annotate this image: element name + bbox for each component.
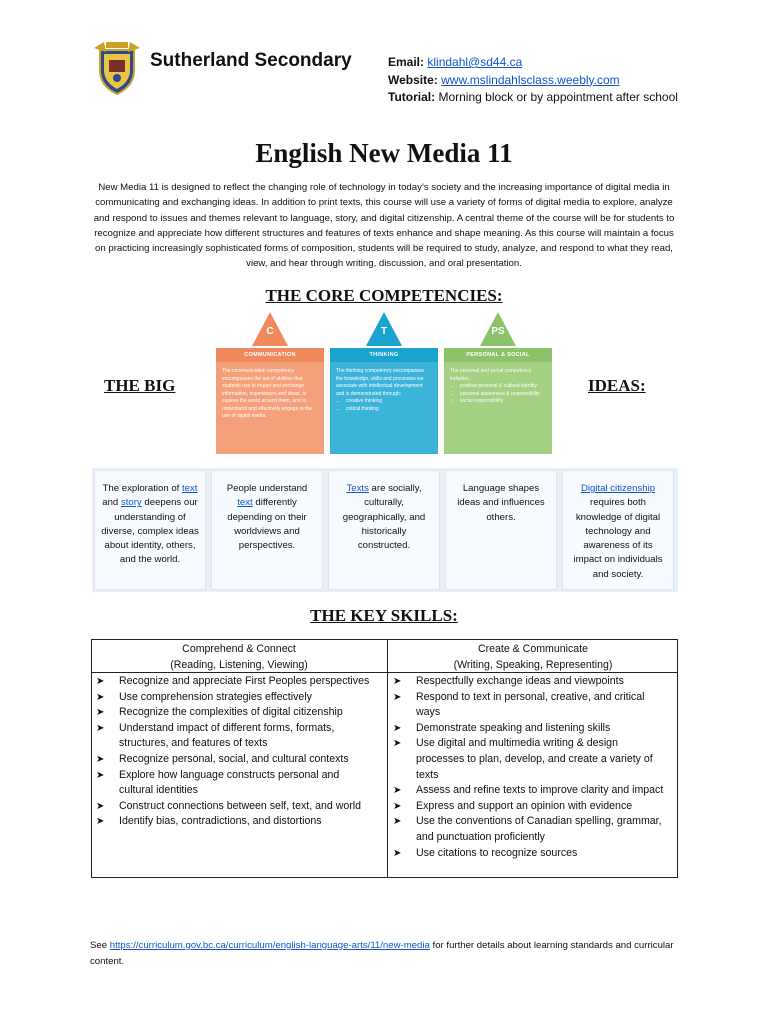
competency-letter: C [266,326,274,337]
arrow-bullet-icon: ➤ [393,691,402,703]
big-idea-text: People understand [226,483,308,494]
competency-bullet: • social responsibility [460,398,546,406]
competency-label: THINKING [330,348,438,362]
competency-letter: T [380,326,388,337]
right-column-title: Create & Communicate [477,643,589,655]
skill-item [91,814,376,830]
skill-item [91,752,376,768]
skill-text: Understand impact of different forms, formats, structures, and features of texts [119,721,335,750]
right-column-header [388,642,678,673]
competency-text: The personal and social competency includes: [450,368,532,382]
skill-text: Use the conventions of Canadian spelling, grammar, and punctuation proficiently [416,815,662,843]
skill-item [91,768,376,799]
big-idea-link[interactable]: Texts [346,483,369,494]
skill-item [388,674,668,690]
core-competencies-heading: THE CORE COMPETENCIES: [265,286,503,305]
email-label: Email: [388,55,425,69]
arrow-bullet-icon: ➤ [393,738,402,750]
big-idea-text: differently depending on their worldviews and perspectives. [227,497,307,552]
footer-pre: See [90,940,110,951]
page-title: English New Media 11 [255,138,513,168]
competency-description [444,362,552,412]
email-line [388,54,678,72]
competency-bullet: • positive personal & cultural identity [460,383,546,391]
skill-text: Respectfully exchange ideas and viewpoints [416,675,624,687]
email-link[interactable]: klindahl@sd44.ca [427,55,523,69]
big-idea-card [328,470,440,590]
big-idea-text: and [102,497,121,509]
website-link[interactable]: www.mslindahlsclass.weebly.com [441,72,620,87]
big-idea-link[interactable]: text [237,497,253,509]
contact-block [388,54,678,107]
big-idea-text: Language shapes ideas and influences others. [457,483,545,523]
big-idea-text: deepens our understanding of diverse, complex ideas about identity, others, and the world. [101,497,199,566]
big-idea-text: requires both knowledge of digital technology and awareness of its impact on individuals and society. [573,497,663,580]
competency-triangle [480,312,516,346]
footer-post: for further details about learning standards and curricular content. [90,940,674,967]
competency-triangle [252,312,288,346]
arrow-bullet-icon: ➤ [393,816,402,828]
competency-bullets [336,398,432,413]
skill-text: Explore how language constructs personal and cultural identities [119,768,340,797]
competency-panel-personal-social [444,348,552,454]
website-label: Website: [388,72,438,87]
big-idea-link[interactable]: Digital citizenship [580,483,656,494]
arrow-bullet-icon: ➤ [96,800,105,812]
skill-text: Use citations to recognize sources [416,846,578,859]
skill-item [91,799,376,815]
arrow-bullet-icon: ➤ [96,816,105,828]
skill-item [388,799,668,815]
competency-panel-thinking [330,348,438,454]
competency-bullet: • creative thinking [346,398,432,406]
big-idea-text: The exploration of [102,483,182,494]
arrow-bullet-icon: ➤ [393,847,402,859]
skill-text: Use comprehension strategies effectively [119,690,312,703]
skill-text: Construct connections between self, text, and world [119,799,362,812]
competency-triangle [366,312,402,346]
competency-description [330,362,438,419]
key-skills-heading: THE KEY SKILLS: [310,606,458,625]
big-idea-card [562,470,674,590]
arrow-bullet-icon: ➤ [96,707,105,719]
website-line [388,72,678,90]
big-idea-link[interactable]: text [182,483,198,494]
tutorial-line [388,89,678,107]
skill-item [388,721,668,737]
skill-text: Recognize personal, social, and cultural contexts [119,752,349,765]
skill-text: Assess and refine texts to improve clarity and impact [416,784,664,797]
skill-text: Recognize the complexities of digital citizenship [119,706,343,719]
big-idea-card [94,470,206,590]
skill-item [91,674,376,690]
competency-label: COMMUNICATION [216,348,324,362]
arrow-bullet-icon: ➤ [96,769,105,781]
arrow-bullet-icon: ➤ [96,691,105,703]
skill-item [388,783,668,799]
competency-text: The thinking competency encompasses the knowledge, skills and processes we associate with intellectual development and is demonstrated through: [336,368,424,397]
school-crest-logo [92,40,142,96]
skill-text: Respond to text in personal, creative, and critical ways [416,690,645,719]
competency-bullets [450,383,546,406]
arrow-bullet-icon: ➤ [393,785,402,797]
curriculum-link[interactable]: https://curriculum.gov.bc.ca/curriculum/english-language-arts/11/new-media [109,940,430,951]
arrow-bullet-icon: ➤ [393,676,402,687]
arrow-bullet-icon: ➤ [96,676,105,687]
competency-label: PERSONAL & SOCIAL [444,348,552,362]
left-column-subtitle: (Reading, Listening, Viewing) [170,658,308,671]
competency-text: The communication competency encompasses the set of abilities that students use to impart and exchange information, experiences and ideas, to explore the world around them, and to understand and effectively engage in the use of digital media. [222,368,312,419]
arrow-bullet-icon: ➤ [393,800,402,812]
left-skills-list [91,674,376,830]
skill-item [91,690,376,706]
arrow-bullet-icon: ➤ [96,753,105,765]
skill-item [91,705,376,721]
skill-text: Use digital and multimedia writing & design processes to plan, develop, and create a variety of texts [416,737,653,781]
skill-text: Express and support an opinion with evidence [416,799,633,812]
skill-item [91,721,376,752]
skill-item [388,846,668,862]
skill-text: Demonstrate speaking and listening skills [416,721,611,734]
right-skills-list [388,674,668,861]
arrow-bullet-icon: ➤ [96,722,105,734]
competency-bullet: • critical thinking [346,406,432,414]
arrow-bullet-icon: ➤ [393,722,402,734]
skill-item [388,690,668,721]
school-name: Sutherland Secondary [150,50,352,71]
tutorial-text: Morning block or by appointment after school [438,90,678,104]
big-ideas-heading-right: IDEAS: [588,376,646,395]
footer-note [90,938,680,969]
big-idea-card [211,470,323,590]
skill-item [388,814,668,845]
intro-paragraph: New Media 11 is designed to reflect the changing role of technology in today’s society and the increasing importance of digital media in communicating and exchanging ideas. In addition to print texts, this course will use a variety of forms of digital media to explore, analyze and respond to issues and themes relevant to language, story, and digital citizenship. A central theme of the course will be for students to recognize and appreciate how different structures and features of texts enhance and shape meaning. As this course will maintain a focus on practicing increasingly sophisticated forms of composition, students will be required to study, analyze, and respond to what they read, view, and hear through writing, discussion, and oral presentation. [93,182,675,270]
competency-panel-communication [216,348,324,454]
competency-letter: PS [491,326,505,337]
competency-bullet: • personal awareness & responsibility [460,391,546,399]
competency-description [216,362,324,427]
skill-text: Identify bias, contradictions, and distortions [119,815,322,828]
skill-item [388,736,668,783]
left-column-header [91,642,387,673]
left-column-title: Comprehend & Connect [182,643,296,655]
skill-text: Recognize and appreciate First Peoples perspectives [119,675,370,687]
big-ideas-heading-left: THE BIG [104,376,176,395]
big-idea-link[interactable]: story [120,497,142,509]
right-column-subtitle: (Writing, Speaking, Representing) [453,658,613,671]
big-idea-text: are socially, culturally, geographically, and historically constructed. [342,483,426,552]
tutorial-label: Tutorial: [388,90,436,104]
big-idea-card [445,470,557,590]
